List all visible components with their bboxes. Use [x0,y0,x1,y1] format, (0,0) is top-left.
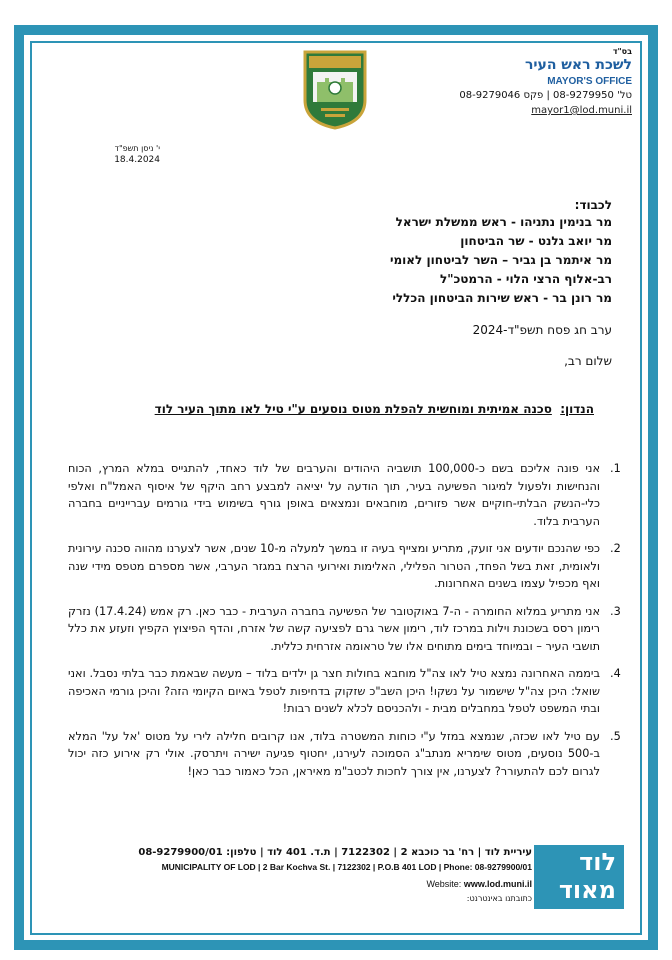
paragraph-number: 3. [610,604,621,618]
subject-label: הנדון: [560,402,594,416]
addressee-line: מר איתמר בן גביר – השר לביטחון לאומי [389,253,612,267]
body-paragraph [68,460,628,530]
office-title-hebrew: לשכת ראש העיר [524,57,632,73]
footer-website [426,879,532,889]
paragraph-text: ביממה האחרונה נמצא טיל לאו צה"ל מוחבא בחולות חצר גן ילדים בלוד – מעשה שבאמת כבר בלתי נסבל. ואני שואל: היכן צה"ל שישמור על נשקו! היכן השב"כ שזקוק בדחיפות לטפל באיום הקיומי הזה? והיכן גורמי האכיפה ובתי המשפט לטפל במחבלים מבית - ולהכניסם לכלא לשנים רבות! [68,667,600,715]
logo-text-bottom: מאוד [558,876,616,904]
letter-body [68,460,628,780]
addressee-line: מר יואב גלנט - שר הביטחון [460,234,612,248]
phone-fax: טל' 08-9279950 | פקס 08-9279046 [459,90,632,101]
paragraph-number: 2. [610,542,621,555]
office-email-link[interactable]: mayor1@lod.muni.il [531,105,632,116]
paragraph-text: אני מתריע במלוא החומרה - ה-7 באוקטובר של הפשיעה בחברה הערבית - כבר כאן. רק אמש (17.4.24) נזרק רימון רסס בשכונת וילות במרכז לוד, רימון אשר גרם לפציעה קשה של אזרח, והדף הפיצוץ הקפיץ וזעזע את כלל תושבי העיר – ובמיוחד בימים מתוחים אלו של טראומה אזרחית כללית. [68,604,600,653]
addressee-line: מר רונן בר - ראש שירות הביטחון הכללי [392,291,612,305]
addressee-line: מר בנימין נתניהו - ראש ממשלת ישראל [395,215,612,229]
city-crest-logo [303,48,367,130]
addressee-label: לכבוד: [574,198,612,212]
paragraph-number: 5. [610,729,621,743]
subject-text: סכנה אמיתית ומוחשית להפלת מטוס נוסעים ע"י טיל לאו מתוך העיר לוד [154,402,552,416]
date-hebrew: י' ניסן תשפ"ד [114,144,160,153]
footer-address-hebrew: עיריית לוד | רח' בר כוכבא 2 | 7122302 | ת.ד. 401 לוד | טלפון: 08-9279900/01 [138,847,532,858]
lod-meod-logo [534,845,624,909]
occasion-line: ערב חג פסח תשפ"ד-2024 [472,323,612,337]
body-paragraph [68,728,628,781]
body-paragraph [68,603,628,656]
body-paragraph [68,540,628,593]
bsd-mark: בס"ד [612,47,632,56]
footer-address-english: MUNICIPALITY OF LOD | 2 Bar Kochva St. | 7122302 | P.O.B 401 LOD | Phone: 08-9279900/01 [161,862,532,872]
paragraph-text: כפי שהנכם יודעים אני זועק, מתריע ומצייף בעיה זו במשך למעלה מ-10 שנים, אשר לצערנו מהווה סכנה עירונית ולאומית, זאת בשל הפחד, הטרור הפלילי, האלימות ואירועי הרצח במגזר הערבי, אשר מספרם מטפס מידי שנה ואף מכפיל עצמו בשנים האחרונות. [68,542,601,590]
office-title-english: MAYOR'S OFFICE [547,76,632,87]
greeting: שלום רב, [564,354,612,368]
date-gregorian: 18.4.2024 [114,155,160,165]
addressee-line: רב-אלוף הרצי הלוי - הרמטכ"ל [439,272,612,286]
website-link[interactable]: www.lod.muni.il [463,879,532,889]
website-label: Website: [426,879,462,889]
subject-line [155,402,594,416]
body-paragraph [68,665,628,718]
paragraph-number: 4. [610,667,621,680]
footer-website-hebrew: כתובתנו באינטרנט: [466,894,532,903]
paragraph-number: 1. [610,462,621,475]
paragraph-text: עם טיל לאו שכזה, שנמצא במזל ע"י כוחות המשטרה בלוד, אנו קרובים חלילה לירי על מטוס 'אל על' המלא ב-500 נוסעים, מטוס שימריא מנתב"ג הסמוכה לעירנו, יחטוף פגיעה ישירה ויתרסק. אולי רק אירוע כזה יכול לגרום לכם להתעורר? לצערנו, אין צורך לחכות לכטב"מ מאיראן, הכל כאמור כבר כאן! [68,729,600,778]
paragraph-text: אני פונה אליכם בשם כ-100,000 תושביה היהודים והערבים של לוד כאחד, להתגייס במלא המרץ, הכוח והנחישות ולפעול למיגור הפשיעה בעיר, תוך הודעה על יציאה למבצע רחב היקף של איסוף האמל"ח ואלפי כלי-הנשק הבלתי-חוקיים אשר פזורים, מוחבאים ונמצאים באופן גורף בשימוש בידי גורמים עברייניים בחברה הערבית בלוד. [68,462,600,528]
logo-text-top: לוד [579,848,616,876]
